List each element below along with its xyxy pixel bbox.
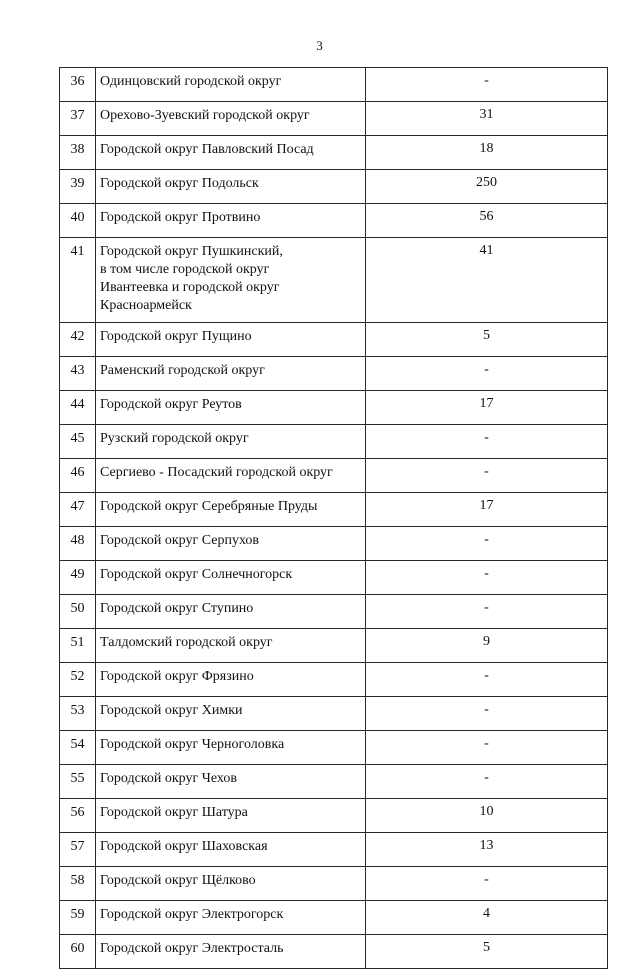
row-name-text: Городской округ Химки (100, 703, 243, 718)
row-name-text: Раменский городской округ (100, 363, 265, 378)
row-number: 59 (60, 901, 96, 935)
row-value: - (366, 68, 608, 102)
row-value: 56 (366, 204, 608, 238)
row-number: 36 (60, 68, 96, 102)
row-value: 5 (366, 935, 608, 969)
table-row (60, 901, 608, 935)
row-name (96, 595, 366, 629)
row-value: 41 (366, 238, 608, 323)
row-name-text: Городской округ Ступино (100, 601, 254, 616)
row-value: 9 (366, 629, 608, 663)
row-name-text: Талдомский городской округ (100, 635, 273, 650)
row-name (96, 663, 366, 697)
row-value: - (366, 731, 608, 765)
row-number: 50 (60, 595, 96, 629)
row-value: - (366, 527, 608, 561)
row-name-text: Городской округ Павловский Посад (100, 142, 314, 157)
table-row (60, 731, 608, 765)
row-name (96, 391, 366, 425)
row-name-text: Городской округ Электрогорск (100, 907, 284, 922)
row-number: 57 (60, 833, 96, 867)
row-value: 10 (366, 799, 608, 833)
row-value: - (366, 867, 608, 901)
row-number: 51 (60, 629, 96, 663)
table-row (60, 697, 608, 731)
row-name (96, 527, 366, 561)
table-row (60, 493, 608, 527)
row-value: - (366, 459, 608, 493)
table-row (60, 391, 608, 425)
row-name-text: Городской округ Протвино (100, 210, 261, 225)
table-row (60, 459, 608, 493)
row-number: 58 (60, 867, 96, 901)
row-number: 42 (60, 323, 96, 357)
row-name-text: Городской округ Электросталь (100, 941, 284, 956)
row-name (96, 833, 366, 867)
row-name (96, 561, 366, 595)
row-name-text: Городской округ Шатура (100, 805, 248, 820)
table-row (60, 629, 608, 663)
row-name-text: Городской округ Серебряные Пруды (100, 499, 318, 514)
row-name-text: Одинцовский городской округ (100, 74, 282, 89)
row-name-text: Городской округ Пушкинский, в том числе городской округ Ивантеевка и городской округ Красноармейск (100, 244, 283, 313)
row-value: - (366, 663, 608, 697)
row-name-text: Городской округ Фрязино (100, 669, 254, 684)
row-value: - (366, 595, 608, 629)
table-row (60, 68, 608, 102)
row-name (96, 238, 366, 323)
row-name (96, 136, 366, 170)
row-number: 45 (60, 425, 96, 459)
row-value: 18 (366, 136, 608, 170)
row-name-text: Сергиево - Посадский городской округ (100, 465, 333, 480)
row-number: 39 (60, 170, 96, 204)
table-row (60, 527, 608, 561)
table-body (60, 68, 608, 969)
table-row (60, 357, 608, 391)
table-row (60, 136, 608, 170)
row-name (96, 697, 366, 731)
table-row (60, 238, 608, 323)
row-name (96, 731, 366, 765)
row-value: 17 (366, 391, 608, 425)
row-number: 48 (60, 527, 96, 561)
row-name-text: Рузский городской округ (100, 431, 249, 446)
row-name (96, 425, 366, 459)
row-value: 13 (366, 833, 608, 867)
row-name (96, 170, 366, 204)
row-number: 55 (60, 765, 96, 799)
municipalities-table (59, 67, 608, 969)
table-row (60, 765, 608, 799)
row-value: 31 (366, 102, 608, 136)
row-name (96, 867, 366, 901)
row-value: - (366, 357, 608, 391)
row-name (96, 765, 366, 799)
row-value: - (366, 697, 608, 731)
row-name (96, 204, 366, 238)
row-number: 46 (60, 459, 96, 493)
row-number: 60 (60, 935, 96, 969)
table-row (60, 425, 608, 459)
row-name-text: Городской округ Пущино (100, 329, 252, 344)
table-row (60, 799, 608, 833)
table-row (60, 833, 608, 867)
row-number: 49 (60, 561, 96, 595)
table-row (60, 204, 608, 238)
row-name (96, 323, 366, 357)
row-name (96, 799, 366, 833)
row-number: 43 (60, 357, 96, 391)
table-row (60, 935, 608, 969)
table-row (60, 595, 608, 629)
table-row (60, 561, 608, 595)
row-name (96, 102, 366, 136)
row-name-text: Городской округ Щёлково (100, 873, 256, 888)
row-name-text: Городской округ Шаховская (100, 839, 268, 854)
row-value: - (366, 425, 608, 459)
row-name (96, 493, 366, 527)
row-number: 47 (60, 493, 96, 527)
table-row (60, 170, 608, 204)
row-name-text: Городской округ Серпухов (100, 533, 260, 548)
page-number: 3 (316, 38, 323, 53)
row-name-text: Городской округ Солнечногорск (100, 567, 293, 582)
row-value: 17 (366, 493, 608, 527)
row-name (96, 68, 366, 102)
table-row (60, 867, 608, 901)
row-name (96, 459, 366, 493)
row-name-text: Городской округ Подольск (100, 176, 259, 191)
row-value: 250 (366, 170, 608, 204)
row-name-text: Городской округ Черноголовка (100, 737, 285, 752)
row-name-text: Орехово-Зуевский городской округ (100, 108, 310, 123)
row-name-text: Городской округ Чехов (100, 771, 237, 786)
table-row (60, 102, 608, 136)
row-number: 40 (60, 204, 96, 238)
row-number: 41 (60, 238, 96, 323)
row-value: - (366, 765, 608, 799)
row-name (96, 901, 366, 935)
row-name (96, 629, 366, 663)
row-number: 53 (60, 697, 96, 731)
row-name (96, 357, 366, 391)
row-number: 44 (60, 391, 96, 425)
row-value: 4 (366, 901, 608, 935)
row-name-text: Городской округ Реутов (100, 397, 242, 412)
row-number: 54 (60, 731, 96, 765)
row-number: 52 (60, 663, 96, 697)
row-number: 38 (60, 136, 96, 170)
table-row (60, 323, 608, 357)
row-name (96, 935, 366, 969)
row-value: - (366, 561, 608, 595)
row-value: 5 (366, 323, 608, 357)
row-number: 56 (60, 799, 96, 833)
row-number: 37 (60, 102, 96, 136)
table-row (60, 663, 608, 697)
